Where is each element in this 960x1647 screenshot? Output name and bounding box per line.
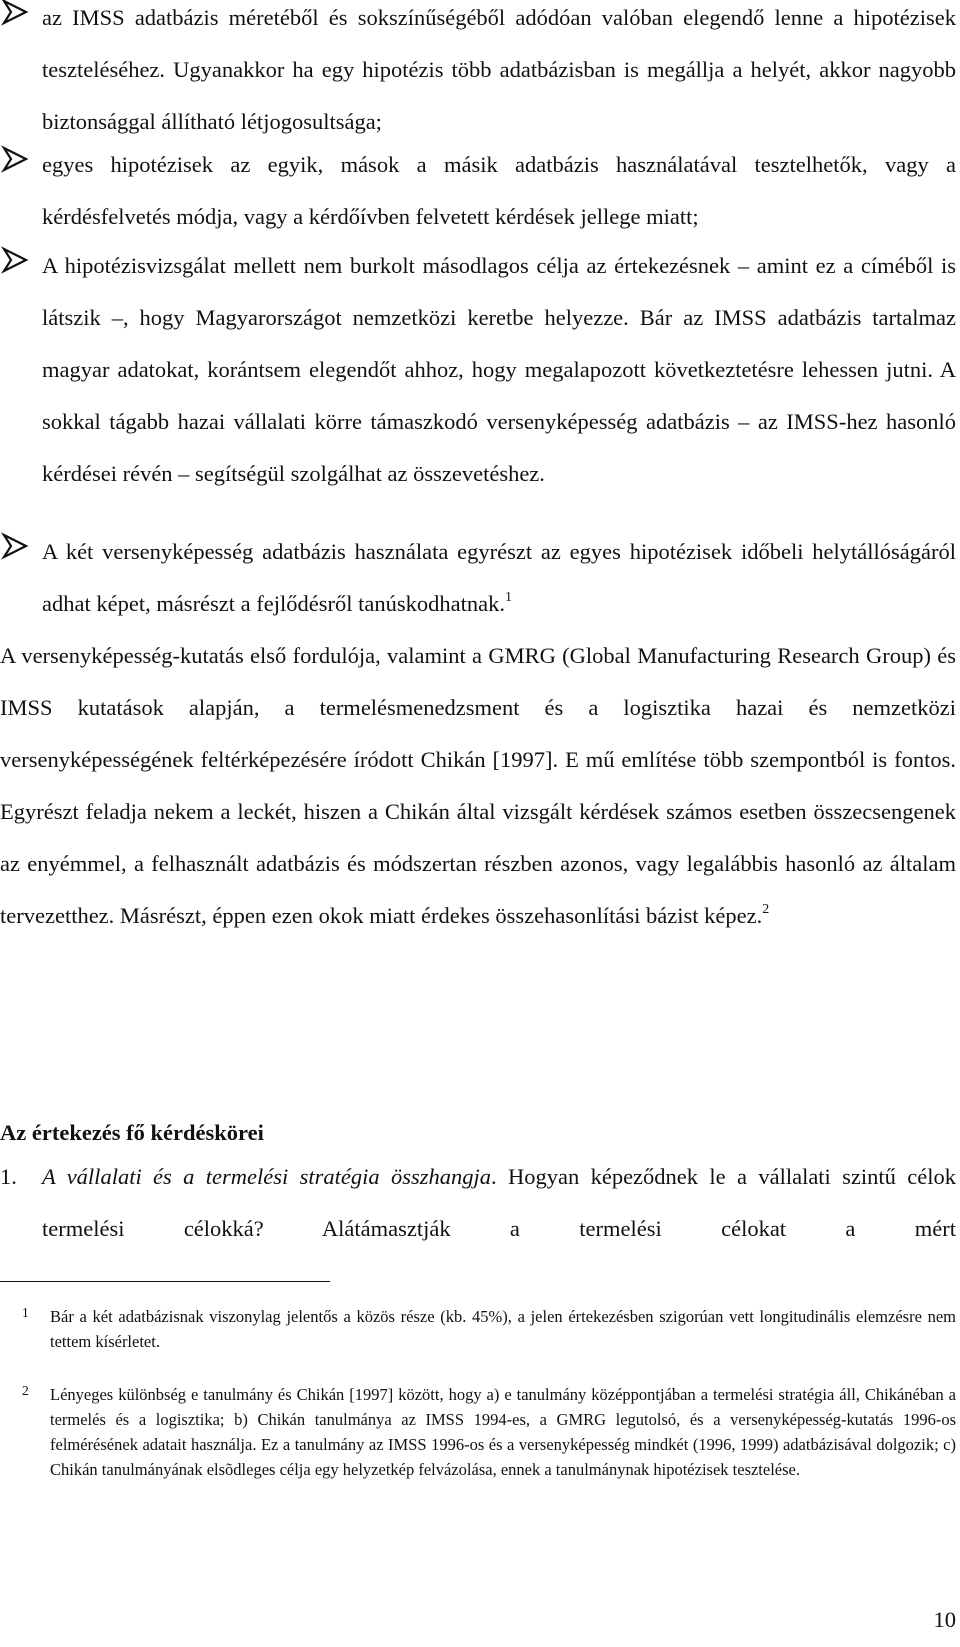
bullet-item-3 — [0, 240, 956, 500]
footnote-text: Lényeges különbség e tanulmány és Chikán [1997] között, hogy a) e tanulmány középpontjában a termelési stratégia áll, Chikánéban a termelés és a logisztika; b) Chikán tanulmánya az IMSS 1994-es, a GMRG legutolsó, és a versenyképesség-kutatás 1996-os felmérésének adatait használja. Ez a tanulmány az IMSS 1996-os és a versenyképesség mindkét (1996, 1999) adatbázisával dolgozik; c) Chikán tanulmányának elsõdleges célja egy helyzetkép felvázolása, ennek a tanulmánynak hipotézisek tesztelése. — [50, 1385, 956, 1479]
numbered-item-1 — [0, 1151, 956, 1255]
bullet-text-4: A két versenyképesség adatbázis használata egyrészt az egyes hipotézisek időbeli helytállóságáról adhat képet, másrészt a fejlődésről tanúskodhatnak.$^1$ — [42, 539, 956, 616]
footnote-1 — [22, 1304, 956, 1354]
numbered-item-text: A vállalati és a termelési stratégia összhangja. Hogyan képeződnek le a vállalati szintű célok termelési célokká? Alátámasztják a termelési célokat a mért — [42, 1164, 956, 1241]
bullet-text-3: A hipotézisvizsgálat mellett nem burkolt másodlagos célja az értekezésnek – amint ez a címéből is látszik –, hogy Magyarországot nemzetközi keretbe helyezze. Bár az IMSS adatbázis tartalmaz magyar adatokat, korántsem elegendőt ahhoz, hogy megalapozott következtetésre lehessen jutni. A sokkal tágabb hazai vállalati körre támaszkodó versenyképesség adatbázis – az IMSS-hez hasonló kérdései révén – segítségül szolgálhat az összevetéshez. — [42, 253, 956, 486]
bullet-text-1: az IMSS adatbázis méretéből és sokszínűségéből adódóan valóban elegendő lenne a hipotézisek teszteléséhez. Ugyanakkor ha egy hipotézis több adatbázisban is megállja a helyét, akkor nagyobb biztonsággal állítható létjogosultsága; — [42, 5, 956, 134]
footnote-ref-2[interactable]: 2 — [762, 902, 770, 917]
bullet-item-4 — [0, 526, 956, 630]
bullet-item-2 — [0, 139, 956, 243]
arrow-bullet-icon — [0, 144, 34, 174]
item-number: 1. — [0, 1164, 17, 1189]
page-number: 10 — [933, 1607, 956, 1632]
arrow-bullet-icon — [0, 0, 34, 27]
bullet-text-2: egyes hipotézisek az egyik, mások a másik adatbázis használatával tesztelhetők, vagy a kérdésfelvetés módja, vagy a kérdőívben felvetett kérdések jellege miatt; — [42, 152, 956, 229]
footnote-number: 1 — [22, 1305, 29, 1320]
footnote-ref-1[interactable]: 1 — [504, 590, 512, 605]
arrow-bullet-icon — [0, 531, 34, 561]
footnote-separator — [0, 1281, 330, 1282]
bullet-item-1 — [0, 0, 956, 148]
footnote-2 — [22, 1382, 956, 1482]
item-italic-title: A vállalati és a termelési stratégia összhangja — [42, 1164, 491, 1189]
footnote-text: Bár a két adatbázisnak viszonylag jelentős a közös része (kb. 45%), a jelen értekezésben szigorúan vett longitudinális elemzésre nem tettem kísérletet. — [50, 1307, 956, 1351]
footnote-number: 2 — [22, 1383, 29, 1398]
section-heading: Az értekezés fő kérdéskörei — [0, 1120, 264, 1145]
body-paragraph: A versenyképesség-kutatás első fordulója, valamint a GMRG (Global Manufacturing Research Group) és IMSS kutatások alapján, a termelésmenedzsment és a logisztika hazai és nemzetközi versenyképességének feltérképezésére íródott Chikán [1997]. E mű említése több szempontból is fontos. Egyrészt feladja nekem a leckét, hiszen a Chikán által vizsgált kérdések számos esetben összecsengenek az enyémmel, a felhasznált adatbázis és módszertan részben azonos, vagy legalábbis hasonló az általam tervezetthez. Másrészt, éppen ezen okok miatt érdekes összehasonlítási bázist képez.$^2$ — [0, 643, 956, 928]
arrow-bullet-icon — [0, 245, 34, 275]
